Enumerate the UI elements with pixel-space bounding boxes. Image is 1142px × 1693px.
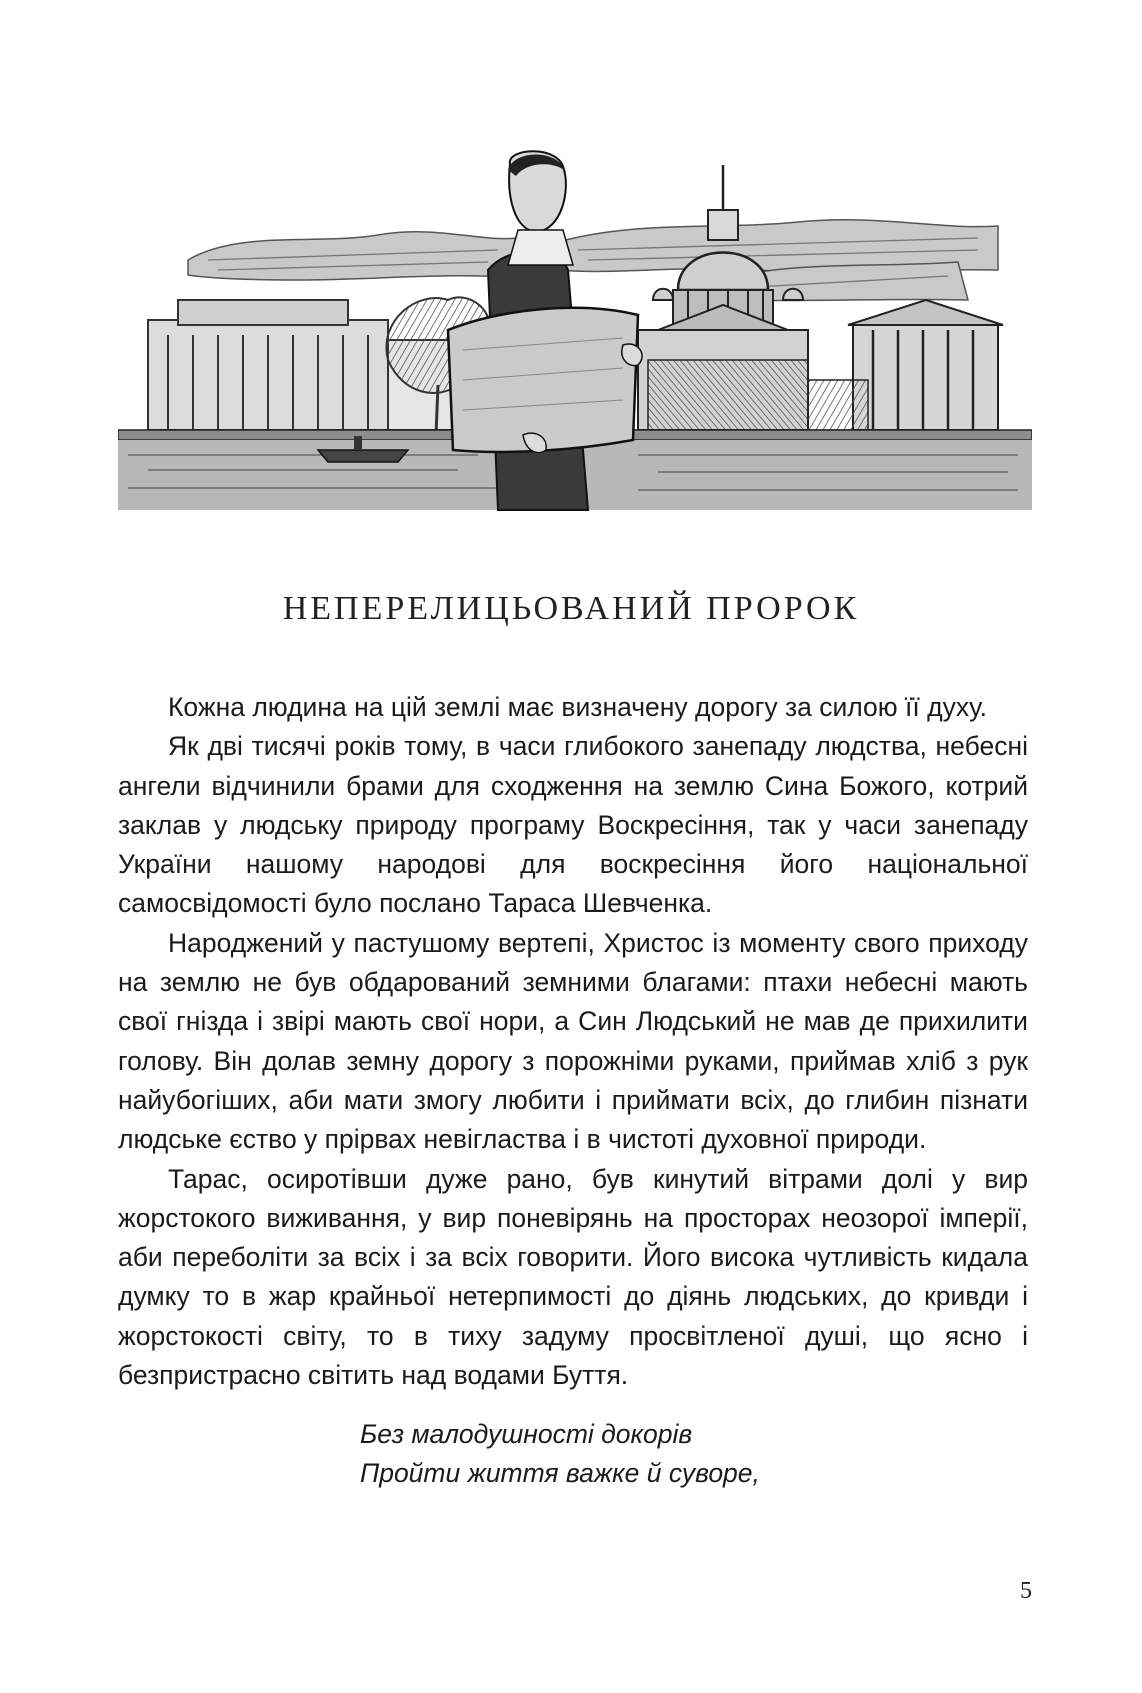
poem-line: Без малодушності докорів <box>360 1419 693 1449</box>
chapter-title: НЕПЕРЕЛИЦЬОВАНИЙ ПРОРОК <box>282 590 860 627</box>
paragraph: Народжений у пастушому вертепі, Христос із моменту свого приходу на землю не був обдарований земними благами: птахи небесні мають свої гнізда і звірі мають свої нори, а Син Людський не мав де прихилити голову. Він долав земну дорогу з порожніми руками, приймав хліб з рук найубогіших, аби мати змогу любити і приймати всіх, до глибин пізнати людське єство у прірвах невігластва і в чистоті духовної природи. <box>118 927 1028 1155</box>
paragraph: Як дві тисячі років тому, в часи глибокого занепаду людства, небесні ангели відчинили брами для сходження на землю Сина Божого, котрий заклав у людську природу програму Воскресіння, так у часи занепаду України нашому народові для воскресіння його національної самосвідомості було послано Тараса Шевченка. <box>118 731 1028 919</box>
poem-excerpt <box>360 1415 760 1493</box>
poem-line: Пройти життя важке й суворе, <box>360 1458 760 1488</box>
engraving-illustration <box>118 150 1032 516</box>
body-text <box>118 688 1028 1395</box>
paragraph: Кожна людина на цій землі має визначену дорогу за силою її духу. <box>168 692 988 722</box>
temple-right <box>808 300 1003 430</box>
paragraph: Тарас, осиротівши дуже рано, був кинутий вітрами долі у вир жорстокого виживання, у вир поневірянь на просторах неозорої імперії, аби переболіти за всіх і за всіх говорити. Його висока чутливість кидала думку то в жар крайньої нетерпимості до діянь людських, до кривди і жорстокості світу, то в тиху задуму просвітленої душі, що ясно і безпристрасно світить над водами Буття. <box>118 1163 1028 1391</box>
cathedral <box>638 165 808 430</box>
page-number: 5 <box>1020 1578 1032 1604</box>
